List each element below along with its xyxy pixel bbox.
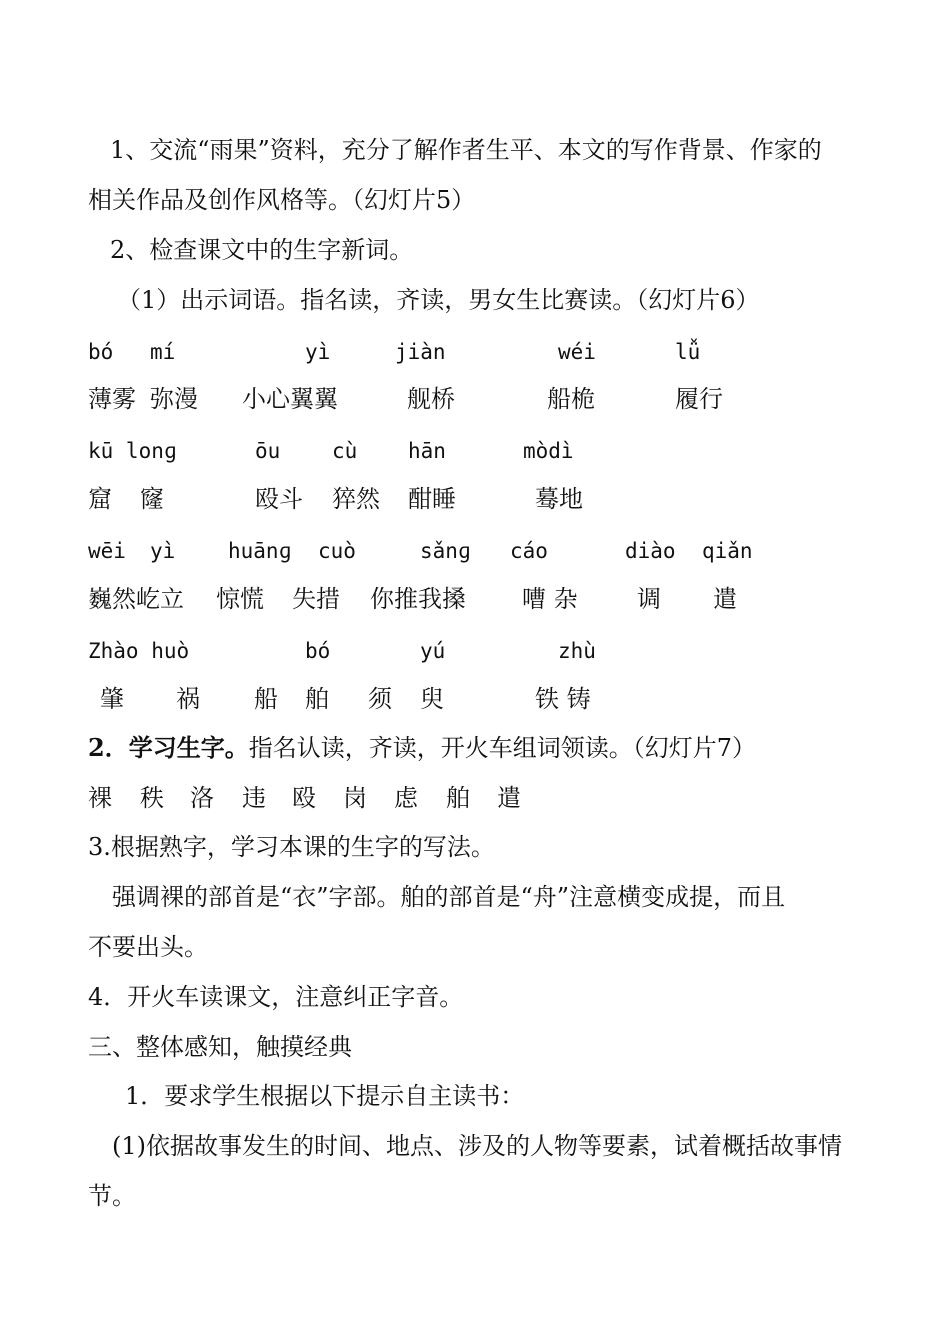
section-2-line bbox=[88, 733, 756, 763]
char: 虑 bbox=[394, 784, 418, 812]
char: 殴 bbox=[292, 784, 316, 812]
word: 小心翼翼 bbox=[242, 385, 338, 413]
char: 遣 bbox=[497, 784, 521, 812]
part-3-sub-1-line-2: 节。 bbox=[88, 1182, 136, 1210]
part-3-item-1: 1．要求学生根据以下提示自主读书： bbox=[125, 1082, 525, 1110]
word: 巍然屹立 bbox=[88, 585, 184, 613]
word: 调 bbox=[637, 585, 661, 613]
pinyin: yú bbox=[420, 639, 446, 663]
pinyin: qiǎn bbox=[702, 539, 753, 563]
pinyin: cù bbox=[332, 439, 358, 463]
word: 船桅 bbox=[547, 385, 595, 413]
word: 履行 bbox=[675, 385, 723, 413]
word: 酣睡 bbox=[408, 485, 456, 513]
word: 蓦地 bbox=[535, 485, 583, 513]
paragraph-3: （1）出示词语。指名读，齐读，男女生比赛读。（幻灯片6） bbox=[117, 286, 760, 314]
char: 洛 bbox=[190, 784, 214, 812]
pinyin: zhù bbox=[558, 639, 596, 663]
word: 失措 bbox=[292, 585, 340, 613]
pinyin: lǚ bbox=[675, 340, 701, 364]
pinyin: ōu bbox=[255, 439, 281, 463]
char: 裸 bbox=[88, 784, 112, 812]
word: 臾 bbox=[420, 685, 444, 713]
pinyin: Zhào huò bbox=[88, 639, 190, 663]
word: 肇 bbox=[100, 685, 124, 713]
word: 祸 bbox=[176, 685, 200, 713]
word: 舶 bbox=[305, 685, 329, 713]
paragraph-1-line-2: 相关作品及创作风格等。（幻灯片5） bbox=[88, 186, 476, 214]
word: 窟 bbox=[88, 485, 112, 513]
pinyin: bó bbox=[88, 340, 114, 364]
word: 弥漫 bbox=[150, 385, 198, 413]
part-3-heading: 三、整体感知，触摸经典 bbox=[88, 1033, 352, 1061]
word: 窿 bbox=[140, 485, 164, 513]
pinyin: cuò bbox=[318, 539, 356, 563]
section-2-text: 指名认读，齐读，开火车组词领读。（幻灯片7） bbox=[248, 734, 756, 762]
section-3-note-line-2: 不要出头。 bbox=[88, 933, 208, 961]
word: 薄雾 bbox=[88, 385, 136, 413]
char: 舶 bbox=[446, 784, 470, 812]
word: 嘈 杂 bbox=[522, 585, 578, 613]
pinyin: mí bbox=[150, 340, 176, 364]
section-4: 4．开火车读课文，注意纠正字音。 bbox=[88, 983, 464, 1011]
paragraph-1-line-1: 1、交流“雨果”资料，充分了解作者生平、本文的写作背景、作家的 bbox=[110, 136, 822, 164]
word: 须 bbox=[368, 685, 392, 713]
pinyin: jiàn bbox=[395, 340, 446, 364]
char: 秩 bbox=[140, 784, 164, 812]
pinyin: mòdì bbox=[523, 439, 574, 463]
word: 舰桥 bbox=[407, 385, 455, 413]
part-3-sub-1-line-1: (1)依据故事发生的时间、地点、涉及的人物等要素，试着概括故事情 bbox=[112, 1132, 842, 1160]
section-2-label: 2．学习生字。 bbox=[88, 733, 249, 762]
pinyin: huānɡ bbox=[228, 539, 292, 563]
section-3-note-line-1: 强调裸的部首是“衣”字部。舶的部首是“舟”注意横变成提，而且 bbox=[112, 883, 786, 911]
pinyin: yì bbox=[305, 340, 331, 364]
word: 船 bbox=[254, 685, 278, 713]
pinyin: sǎnɡ bbox=[420, 539, 471, 563]
pinyin: wēi bbox=[88, 539, 126, 563]
pinyin: diào bbox=[625, 539, 676, 563]
word: 遣 bbox=[713, 585, 737, 613]
word: 猝然 bbox=[332, 485, 380, 513]
pinyin: yì bbox=[150, 539, 176, 563]
pinyin: cáo bbox=[510, 539, 548, 563]
pinyin: hān bbox=[408, 439, 446, 463]
pinyin: kū lonɡ bbox=[88, 439, 177, 463]
word: 殴斗 bbox=[255, 485, 303, 513]
paragraph-2: 2、检查课文中的生字新词。 bbox=[110, 236, 414, 264]
char: 违 bbox=[242, 784, 266, 812]
pinyin: wéi bbox=[558, 340, 596, 364]
word: 惊慌 bbox=[216, 585, 264, 613]
section-3-title: 3.根据熟字，学习本课的生字的写法。 bbox=[88, 833, 495, 861]
word: 你推我搡 bbox=[370, 585, 466, 613]
char: 岗 bbox=[343, 784, 367, 812]
word: 铁 铸 bbox=[535, 685, 591, 713]
pinyin: bó bbox=[305, 639, 331, 663]
